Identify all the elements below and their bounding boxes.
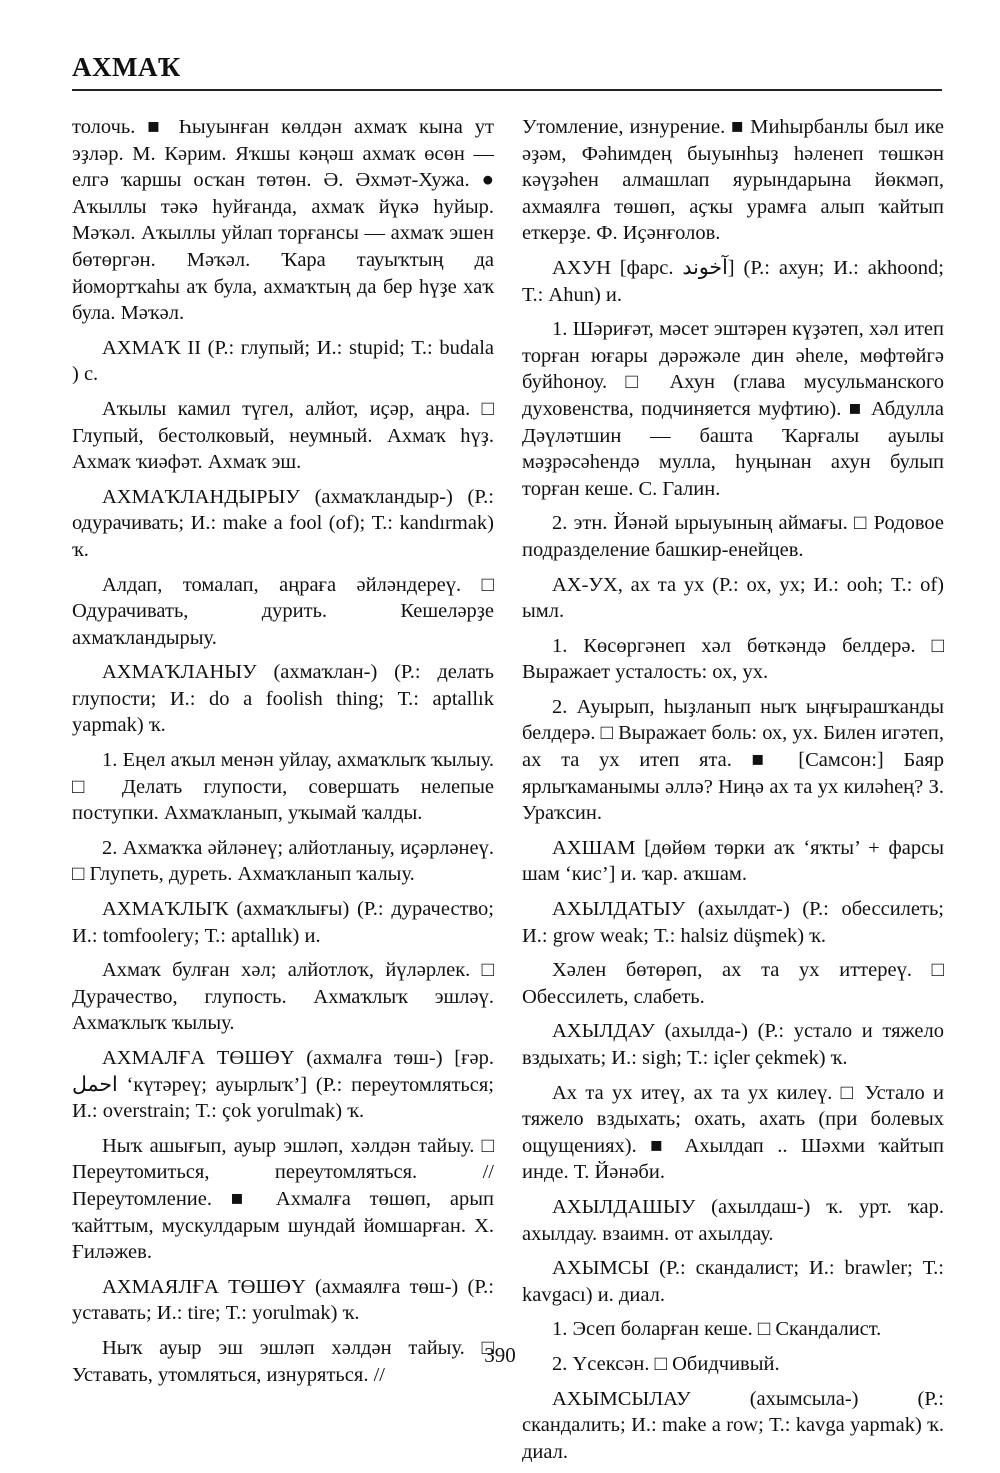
- entry-text: толочь. ■ Һыуынған көлдән ахмаҡ кына ут эҙләр. М. Кәрим. Яҡшы кәңәш ахмаҡ өсөн — елгә ҡаршы осҡан төтөн. Ә. Әхмәт-Хужа. ● Аҡыллы тәкә һуйғанда, ахмаҡ йүкә һуйыр. Мәҡәл. Аҡыллы уйлап торғансы — ахмаҡ эшен бөтөргән. Мәҡәл. Ҡара тауыҡтың да йомортҡаһы аҡ була, ахмаҡтың да бер һүҙе хаҡ була. Мәҡәл.: [72, 116, 494, 325]
- entry-text: 2. этн. Йәнәй ырыуының аймағы. □ Родовое подразделение башкир-енейцев.: [522, 512, 944, 561]
- entry-headword: АХМАҠ II (Р.: глупый; И.: stupid; Т.: budala ) с.: [72, 336, 494, 386]
- entry-text: 1. Еңел аҡыл менән уйлау, ахмаҡлыҡ ҡылыу. □ Делать глупости, совершать нелепые поступки. Ахмаҡланып, уҡымай ҡалды.: [72, 749, 494, 825]
- entry-text: 1. Көсөргәнеп хәл бөткәндә белдерә. □ Выражает усталость: ох, ух.: [522, 634, 944, 684]
- entry-text: Ныҡ ашығып, ауыр эшләп, хәлдән тайыу. □ Переутомиться, переутомляться. // Переутомление. ■ Ахмалға төшөп, арып ҡайттым, мускулдарым шундай йомшарған. Х. Ғиләжев.: [72, 1134, 494, 1264]
- entry-headword: АХЫМСЫЛАУ (ахымсыла-) (Р.: скандалить; И.: make a row; Т.: kavga yapmak) ҡ. диал.: [522, 1387, 944, 1463]
- entry-headword: АХМАЯЛҒА ТӨШӨҮ (ахмаялға төш-) (Р.: уставать; И.: tire; Т.: yorulmak) ҡ.: [72, 1275, 494, 1325]
- entry-headword: АХЫЛДАУ (ахылда-) (Р.: устало и тяжело вздыхать; И.: sigh; Т.: içler çekmek) ҡ.: [522, 1020, 944, 1069]
- entry-headword: АХМАҠЛАНДЫРЫУ (ахмаҡландыр-) (Р.: одурачивать; И.: make a fool (of); Т.: kandırmak) ҡ.: [72, 485, 494, 561]
- header-rule: [72, 89, 942, 91]
- entry-headword: АХМАҠЛЫҠ (ахмаҡлығы) (Р.: дурачество; И.: tomfoolery; Т.: aptallık) и.: [72, 898, 494, 947]
- entry-text: Ахмаҡ булған хәл; алйотлоҡ, йүләрлек. □ Дурачество, глупость. Ахмаҡлыҡ эшләү. Ахмаҡлыҡ ҡылыу.: [72, 959, 494, 1035]
- entry-text: Алдап, томалап, аңраға әйләндереү. □ Одурачивать, дурить. Кешеләрҙе ахмаҡландырыу.: [72, 573, 494, 649]
- entry-headword: АХШАМ [дөйөм төрки аҡ ‘яҡты’ + фарсы шам ‘кис’] и. ҡар. аҡшам.: [522, 836, 944, 886]
- entry-headword: АХМАҠЛАНЫУ (ахмаҡлан-) (Р.: делать глупости; И.: do a foolish thing; Т.: aptallık yapmak) ҡ.: [72, 661, 494, 737]
- entry-headword: АХЫЛДАШЫУ (ахылдаш-) ҡ. урт. ҡар. ахылдау. взаимн. от ахылдау.: [522, 1195, 944, 1245]
- right-column: [522, 114, 944, 1473]
- entry-text: Утомление, изнурение. ■ Миһырбанлы был ике әҙәм, Фәһимдең быуынһыҙ һәленеп төшкән кәүҙәһен алмашлап яурындарына йөкмәп, ахмаялға төшөп, аҫҡы урамға алып ҡайтып еткерҙе. Ф. Иҫәнғолов.: [522, 116, 944, 245]
- entry-headword: АХЫЛДАТЫУ (ахылдат-) (Р.: обессилеть; И.: grow weak; Т.: halsiz düşmek) ҡ.: [522, 898, 944, 947]
- entry-text: Ныҡ ауыр эш эшләп хәлдән тайыу. □ Уставать, утомляться, изнуряться. //: [72, 1336, 494, 1386]
- entry-text: Хәлен бөтөрөп, ах та ух иттереү. □ Обессилеть, слабеть.: [522, 959, 944, 1008]
- entry-text: 1. Эсеп боларған кеше. □ Скандалист.: [552, 1318, 882, 1341]
- entry-headword: АХ-УХ, ах та ух (Р.: ох, ух; И.: ooh; Т.: of) ымл.: [522, 573, 944, 623]
- entry-headword: АХМАЛҒА ТӨШӨҮ (ахмалға төш-) [ғәр. احمل ‘күтәреү; ауырлыҡ’] (Р.: переутомляться; И.: overstrain; Т.: çok yorulmak) ҡ.: [72, 1047, 494, 1123]
- entry-text: Аҡылы камил түгел, алйот, иҫәр, аңра. □ Глупый, бестолковый, неумный. Ахмаҡ һүҙ. Ахмаҡ ҡиәфәт. Ахмаҡ эш.: [72, 397, 494, 474]
- entry-text: 2. Ахмаҡҡа әйләнеү; алйотланыу, иҫәрләнеү. □ Глупеть, дуреть. Ахмаҡланып ҡалыу.: [72, 836, 494, 886]
- entry-headword: АХЫМСЫ (Р.: скандалист; И.: brawler; Т.: kavgacı) и. диал.: [522, 1257, 944, 1306]
- page-number: 390: [484, 1343, 516, 1367]
- entry-text: 2. Үсексән. □ Обидчивый.: [552, 1352, 780, 1375]
- running-head: АХМАҠ: [72, 52, 181, 82]
- left-column: [72, 114, 494, 1396]
- entry-text: 1. Шәриғәт, мәсет эштәрен күҙәтеп, хәл итеп торған юғары дәрәжәле дин әһеле, мөфтөйгә буйһоноу. □ Ахун (глава мусульманского духовенства, подчиняется муфтию). ■ Абдулла Дәүләтшин — башта Ҡарғалы ауылы мәҙрәсәһендә мулла, һуңынан ахун булып торған кеше. С. Галин.: [522, 318, 944, 500]
- entry-text: Ах та ух итеү, ах та ух килеү. □ Устало и тяжело вздыхать; охать, ахать (при болевых ощущениях). ■ Ахылдап .. Шәхми ҡайтып инде. Т. Йәнәби.: [522, 1081, 944, 1184]
- entry-text: 2. Ауырып, һыҙланып ныҡ ыңғырашҡанды белдерә. □ Выражает боль: ох, ух. Билен игәтеп, ах та ух итеп ята. ■ [Самсон:] Баяр ярлыҡаманымы әллә? Ниңә ах та ух киләһең? З. Ураҡсин.: [522, 695, 944, 825]
- entry-headword: АХУН [фарс. آخوند] (Р.: ахун; И.: akhoond; Т.: Ahun) и.: [522, 256, 944, 306]
